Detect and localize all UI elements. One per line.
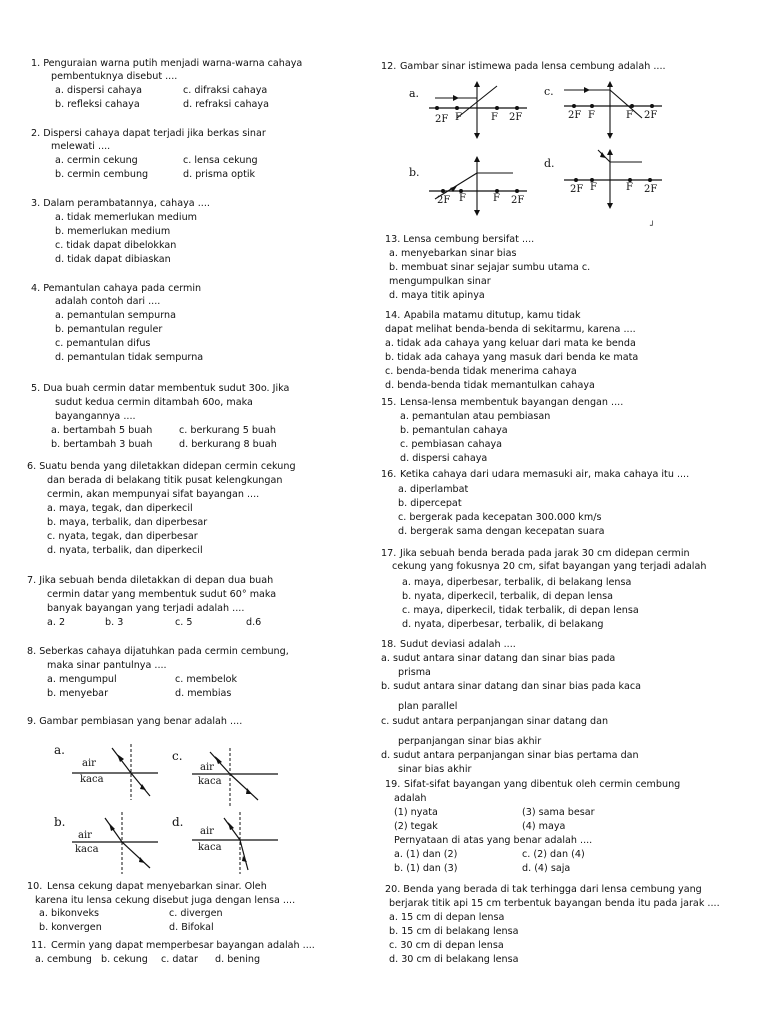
q12-label-b: b. [409,166,420,179]
q5-option-a: a. bertambah 5 buah [51,425,153,436]
q13-option-c: mengumpulkan sinar [389,276,491,287]
q12-a-f-left: F [455,112,462,123]
q19-number: 19. [385,779,401,790]
q4-option-c: c. pemantulan difus [55,338,151,349]
q20-stem-line2: berjarak titik api 15 cm terbentuk bayangan benda itu pada jarak .... [389,898,720,909]
q8-option-a: a. mengumpul [47,674,117,685]
q19-prompt: Pernyataan di atas yang benar adalah .... [394,835,593,846]
q3-option-a: a. tidak memerlukan medium [55,212,197,223]
q8-stem-line1: 8. Seberkas cahaya dijatuhkan pada cermin cembung, [27,646,289,657]
q5-option-d: d. berkurang 8 buah [179,439,277,450]
q4-stem-line1: 4. Pemantulan cahaya pada cermin [31,283,202,294]
q11-number: 11. [31,940,47,951]
q17-stem-line1: Jika sebuah benda berada pada jarak 30 cm didepan cermin [400,548,690,559]
q12-a-f-right: F [491,112,498,123]
q5-stem-line3: bayangannya .... [55,411,136,422]
q11-option-d: d. bening [215,954,261,965]
q8-option-d: d. membias [175,688,232,699]
q12-b-2f-right: 2F [511,195,525,206]
q10-option-b: b. konvergen [39,922,102,933]
q18-option-a-line2: prisma [398,667,431,678]
q2-stem-line1: 2. Dispersi cahaya dapat terjadi jika berkas sinar [31,128,266,139]
q20-option-a: a. 15 cm di depan lensa [389,912,505,923]
q11-stem: Cermin yang dapat memperbesar bayangan adalah .... [51,940,315,951]
q18-number: 18. [381,639,397,650]
q19-option-c: c. (2) dan (4) [522,849,585,860]
q15-option-a: a. pemantulan atau pembiasan [400,411,551,422]
q14-stem-line1: Apabila matamu ditutup, kamu tidak [404,310,581,321]
q2-option-c: c. lensa cekung [183,155,258,166]
q9-diagram-d [170,812,285,874]
q1-option-d: d. refraksi cahaya [183,99,269,110]
q12-ray-diagram-a [405,80,530,140]
q12-label-d: d. [544,157,555,170]
q9-ray-diagram-b [50,812,165,874]
q6-stem-line1: 6. Suatu benda yang diletakkan didepan cermin cekung [27,461,296,472]
q15-option-c: c. pembiasan cahaya [400,439,503,450]
q7-stem-line1: 7. Jika sebuah benda diletakkan di depan dua buah [27,575,274,586]
q19-option-d: d. (4) saja [522,863,571,874]
q9-label-b: b. [54,815,66,829]
q19-stem-line2: adalah [394,793,427,804]
q7-option-c: c. 5 [175,617,193,628]
q18-option-b-line1: b. sudut antara sinar datang dan sinar bias pada kaca [381,681,641,692]
q3-option-d: d. tidak dapat dibiaskan [55,254,171,265]
q10-number: 10. [27,881,43,892]
q14-option-d: d. benda-benda tidak memantulkan cahaya [385,380,595,391]
q10-option-a: a. bikonveks [39,908,100,919]
q11-option-c: c. datar [161,954,198,965]
q18-stem: Sudut deviasi adalah .... [400,639,516,650]
q12-d-f-left: F [590,182,597,193]
q9-air-label-a: air [82,758,96,769]
q4-option-b: b. pemantulan reguler [55,324,163,335]
q12-number: 12. [381,61,397,72]
q5-stem-line1: 5. Dua buah cermin datar membentuk sudut 30o. Jika [31,383,290,394]
q4-option-d: d. pemantulan tidak sempurna [55,352,204,363]
q8-option-c: c. membelok [175,674,238,685]
q12-b-2f-left: 2F [437,195,451,206]
q12-c-2f-left: 2F [568,110,582,121]
q1-stem-line1: 1. Penguraian warna putih menjadi warna-warna cahaya [31,58,303,69]
q2-option-a: a. cermin cekung [55,155,138,166]
q9-stem: 9. Gambar pembiasan yang benar adalah .... [27,716,243,727]
q14-option-c: c. benda-benda tidak menerima cahaya [385,366,577,377]
q12-diagram-d [540,148,665,210]
q11-option-b: b. cekung [101,954,148,965]
q8-option-b: b. menyebar [47,688,109,699]
q12-b-f-right: F [493,193,500,204]
q1-option-b: b. refleksi cahaya [55,99,140,110]
q1-option-c: c. difraksi cahaya [183,85,268,96]
q9-kaca-label-b: kaca [75,844,99,855]
q1-stem-line2: pembentuknya disebut .... [51,71,178,82]
q15-stem: Lensa-lensa membentuk bayangan dengan .... [400,397,624,408]
q6-option-a: a. maya, tegak, dan diperkecil [47,503,193,514]
q9-ray-diagram-a [50,742,165,800]
q7-stem-line3: banyak bayangan yang terjadi adalah .... [47,603,245,614]
q10-stem-line1: Lensa cekung dapat menyebarkan sinar. Oleh [47,881,267,892]
q12-d-2f-left: 2F [570,184,584,195]
q4-option-a: a. pemantulan sempurna [55,310,176,321]
q9-label-c: c. [172,749,183,763]
q19-stem-line1: Sifat-sifat bayangan yang dibentuk oleh cermin cembung [404,779,681,790]
q17-option-c: c. maya, diperkecil, tidak terbalik, di depan lensa [402,605,639,616]
q15-option-b: b. pemantulan cahaya [400,425,508,436]
q17-option-d: d. nyata, diperbesar, terbalik, di belakang [402,619,604,630]
q12-a-2f-right: 2F [509,112,523,123]
q18-option-d-line2: sinar bias akhir [398,764,472,775]
q20-option-c: c. 30 cm di depan lensa [389,940,504,951]
q7-option-b: b. 3 [105,617,124,628]
q9-diagram-c [170,748,285,806]
q17-option-a: a. maya, diperbesar, terbalik, di belakang lensa [402,577,632,588]
q12-ray-diagram-d [540,148,665,210]
q14-option-b: b. tidak ada cahaya yang masuk dari benda ke mata [385,352,639,363]
q16-option-a: a. diperlambat [398,484,469,495]
q8-stem-line2: maka sinar pantulnya .... [47,660,167,671]
q19-option-b: b. (1) dan (3) [394,863,458,874]
q12-d-f-right: F [626,182,633,193]
q17-stem-line2: cekung yang fokusnya 20 cm, sifat bayangan yang terjadi adalah [392,561,707,572]
q10-option-c: c. divergen [169,908,223,919]
q16-option-c: c. bergerak pada kecepatan 300.000 km/s [398,512,602,523]
q6-option-b: b. maya, terbalik, dan diperbesar [47,517,208,528]
q18-option-c-line2: perpanjangan sinar bias akhir [398,736,542,747]
q18-option-c-line1: c. sudut antara perpanjangan sinar datang dan [381,716,609,727]
q16-stem: Ketika cahaya dari udara memasuki air, maka cahaya itu .... [400,469,690,480]
q3-option-c: c. tidak dapat dibelokkan [55,240,177,251]
q3-stem: 3. Dalam perambatannya, cahaya .... [31,198,210,209]
q5-option-c: c. berkurang 5 buah [179,425,276,436]
q12-diagram-b [405,155,530,217]
q5-option-b: b. bertambah 3 buah [51,439,153,450]
q2-stem-line2: melewati .... [51,141,111,152]
q14-stem-line2: dapat melihat benda-benda di sekitarmu, karena .... [385,324,636,335]
q5-stem-line2: sudut kedua cermin ditambah 60o, maka [55,397,253,408]
q2-option-b: b. cermin cembung [55,169,149,180]
q6-stem-line2: dan berada di belakang titik pusat kelengkungan [47,475,283,486]
q11-option-a: a. cembung [35,954,92,965]
q19-option-a: a. (1) dan (2) [394,849,458,860]
q18-option-a-line1: a. sudut antara sinar datang dan sinar bias pada [381,653,616,664]
q20-stem-line1: 20. Benda yang berada di tak terhingga dari lensa cembung yang [385,884,702,895]
q9-ray-diagram-c [170,748,285,806]
q6-option-d: d. nyata, terbalik, dan diperkecil [47,545,203,556]
q9-air-label-d: air [200,826,214,837]
q9-kaca-label-a: kaca [80,774,104,785]
q19-statement-2: (2) tegak [394,821,438,832]
q13-stem: 13. Lensa cembung bersifat .... [385,234,535,245]
q9-kaca-label-d: kaca [198,842,222,853]
q19-statement-1: (1) nyata [394,807,438,818]
q10-stem-line2: karena itu lensa cekung disebut juga dengan lensa .... [35,895,296,906]
q16-number: 16. [381,469,397,480]
q7-option-a: a. 2 [47,617,66,628]
q12-label-a: a. [409,87,420,100]
q7-stem-line2: cermin datar yang membentuk sudut 60° maka [47,589,277,600]
q1-option-a: a. dispersi cahaya [55,85,143,96]
q12-ray-diagram-b [405,155,530,217]
q9-label-d: d. [172,815,184,829]
q16-option-d: d. bergerak sama dengan kecepatan suara [398,526,605,537]
q6-stem-line3: cermin, akan mempunyai sifat bayangan .... [47,489,260,500]
q4-stem-line2: adalah contoh dari .... [55,296,161,307]
q12-label-c: c. [544,85,554,98]
q9-kaca-label-c: kaca [198,776,222,787]
q9-ray-diagram-d [170,812,285,874]
q13-option-d: d. maya titik apinya [389,290,485,301]
q17-number: 17. [381,548,397,559]
q19-statement-4: (4) maya [522,821,566,832]
q12-d-2f-right: 2F [644,184,658,195]
q12-c-2f-right: 2F [644,110,658,121]
q9-label-a: a. [54,743,65,757]
q13-option-b: b. membuat sinar sejajar sumbu utama c. [389,262,591,273]
q20-option-d: d. 30 cm di belakang lensa [389,954,519,965]
q13-option-a: a. menyebarkan sinar bias [389,248,517,259]
q20-option-b: b. 15 cm di belakang lensa [389,926,519,937]
q14-option-a: a. tidak ada cahaya yang keluar dari mata ke benda [385,338,636,349]
q6-option-c: c. nyata, tegak, dan diperbesar [47,531,198,542]
q15-number: 15. [381,397,397,408]
q7-option-d: d.6 [246,617,262,628]
q17-option-b: b. nyata, diperkecil, terbalik, di depan lensa [402,591,614,602]
q9-diagram-a [50,742,165,800]
q9-air-label-c: air [200,762,214,773]
q2-option-d: d. prisma optik [183,169,256,180]
q9-diagram-b [50,812,165,874]
q12-diagram-a [405,80,530,140]
q12-diagram-c [540,80,665,140]
q12-c-f-right: F [626,110,633,121]
q15-option-d: d. dispersi cahaya [400,453,488,464]
q12-stem: Gambar sinar istimewa pada lensa cembung adalah .... [400,61,666,72]
q12-c-f-left: F [588,110,595,121]
q18-option-d-line1: d. sudut antara perpanjangan sinar bias pertama dan [381,750,639,761]
q3-option-b: b. memerlukan medium [55,226,171,237]
q12-a-2f-left: 2F [435,114,449,125]
q16-option-b: b. dipercepat [398,498,462,509]
q18-option-b-line2: plan parallel [398,701,458,712]
q9-air-label-b: air [78,830,92,841]
q19-statement-3: (3) sama besar [522,807,595,818]
q12-b-f-left: F [459,193,466,204]
q14-number: 14. [385,310,401,321]
q10-option-d: d. Bifokal [169,922,214,933]
q12-corner-mark: ┘ [650,221,655,230]
